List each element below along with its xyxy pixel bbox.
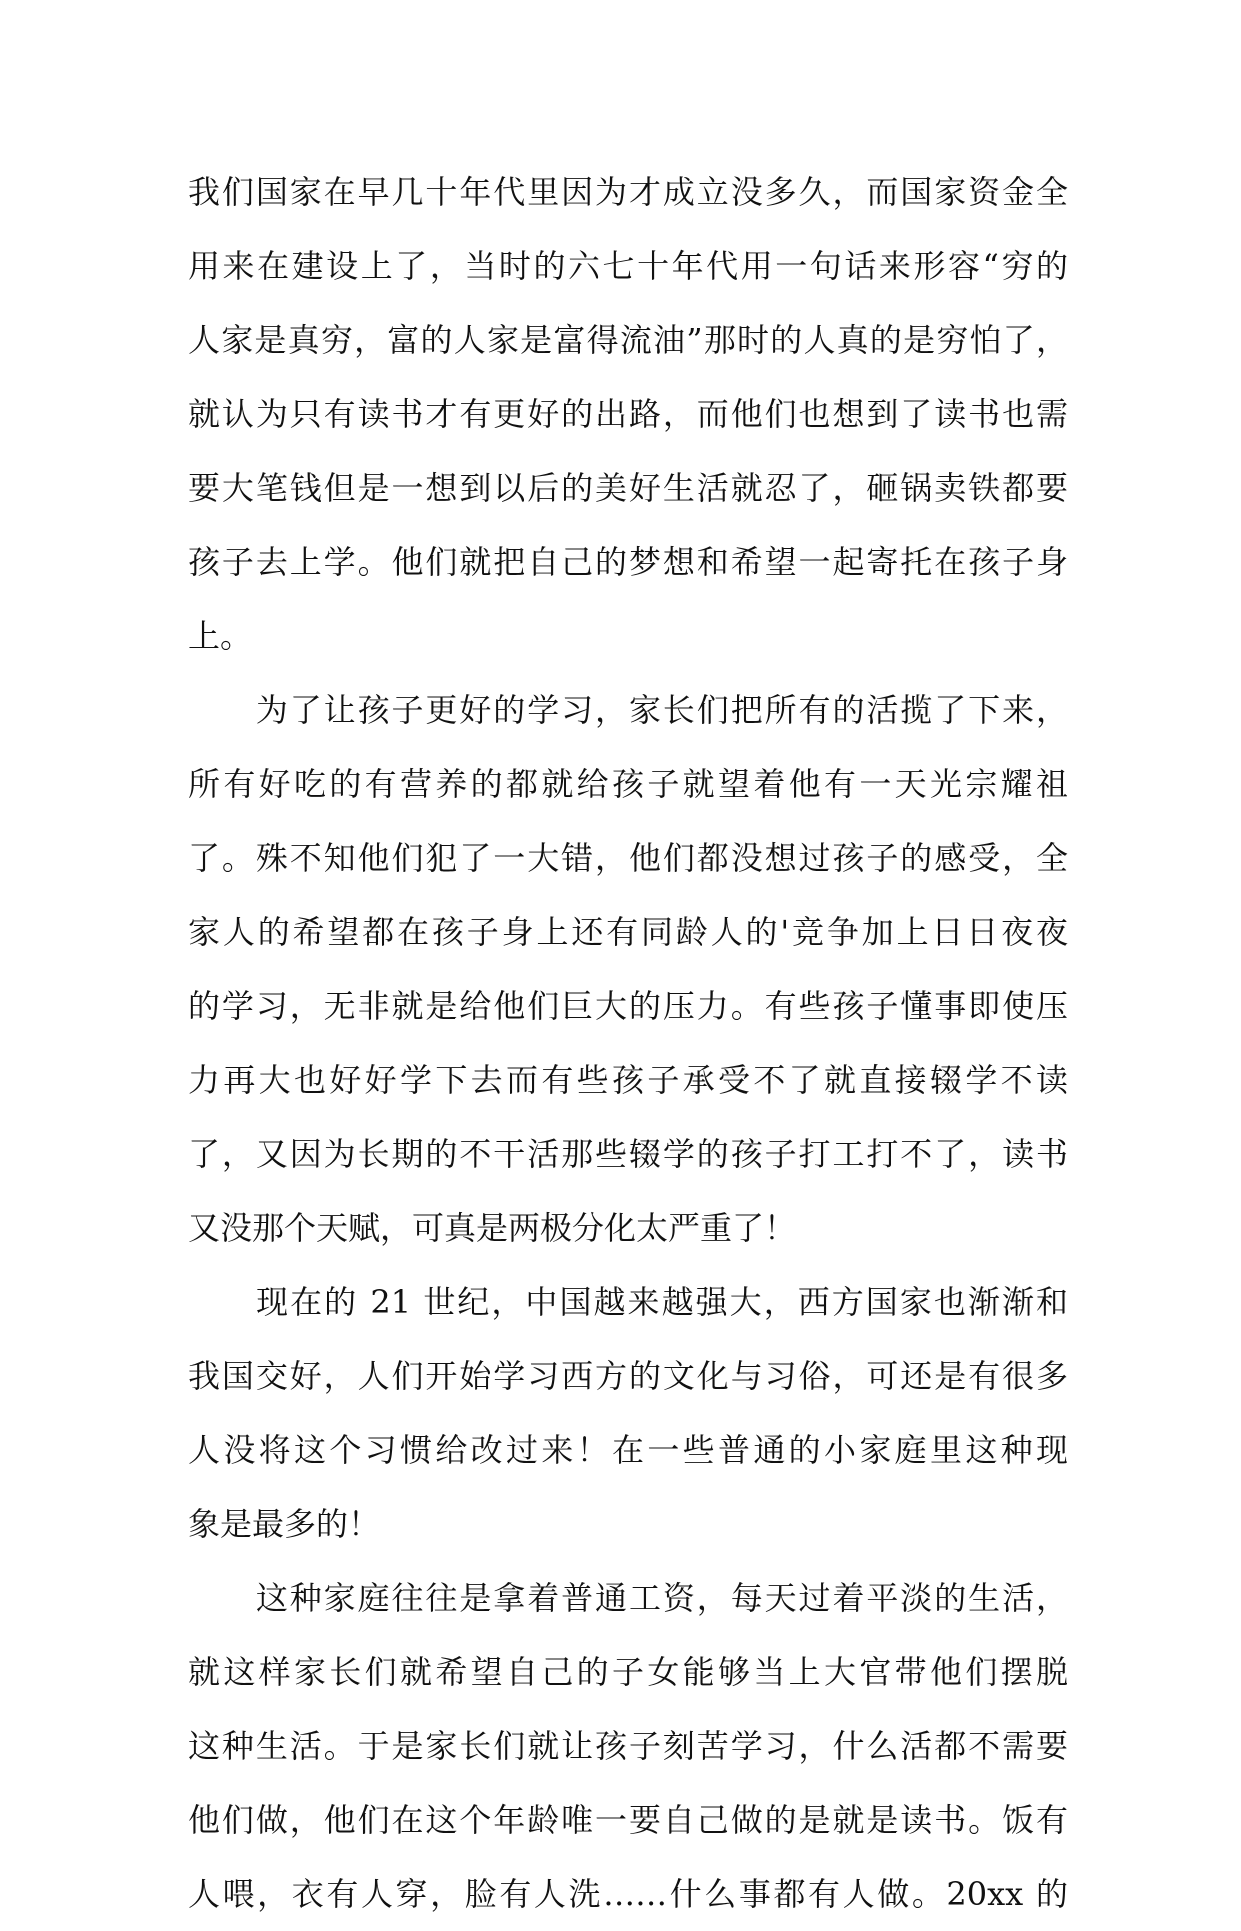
body-text: [188, 155, 1068, 1931]
text-line: 力再大也好好学下去而有些孩子承受不了就直接辍学不读: [188, 1061, 1068, 1099]
text-line: 孩子去上学。他们就把自己的梦想和希望一起寄托在孩子身: [188, 543, 1068, 581]
text-line: 了。殊不知他们犯了一大错，他们都没想过孩子的感受，全: [188, 839, 1068, 877]
text-line: 为了让孩子更好的学习，家长们把所有的活揽了下来，: [188, 691, 1068, 729]
text-line: 的学习，无非就是给他们巨大的压力。有些孩子懂事即使压: [188, 987, 1068, 1025]
text-line: 人喂，衣有人穿，脸有人洗……什么事都有人做。20xx 的: [188, 1875, 1068, 1913]
text-line: 他们做，他们在这个年龄唯一要自己做的是就是读书。饭有: [188, 1801, 1068, 1839]
text-line: 这种生活。于是家长们就让孩子刻苦学习，什么活都不需要: [188, 1727, 1068, 1765]
text-line: 家人的希望都在孩子身上还有同龄人的'竞争加上日日夜夜: [188, 913, 1068, 951]
text-line: 了，又因为长期的不干活那些辍学的孩子打工打不了，读书: [188, 1135, 1068, 1173]
text-line: 上。: [188, 617, 253, 655]
text-line: 我们国家在早几十年代里因为才成立没多久，而国家资金全: [188, 173, 1068, 211]
text-line: 象是最多的！: [188, 1505, 381, 1543]
text-line: 我国交好，人们开始学习西方的文化与习俗，可还是有很多: [188, 1357, 1068, 1395]
text-line: 又没那个天赋，可真是两极分化太严重了！: [188, 1209, 797, 1247]
text-line: 人没将这个习惯给改过来！在一些普通的小家庭里这种现: [188, 1431, 1068, 1469]
text-line: 人家是真穷，富的人家是富得流油”那时的人真的是穷怕了，: [188, 321, 1068, 359]
text-line: 要大笔钱但是一想到以后的美好生活就忍了，砸锅卖铁都要: [188, 469, 1068, 507]
text-line: 现在的 21 世纪，中国越来越强大，西方国家也渐渐和: [188, 1283, 1068, 1321]
text-line: 用来在建设上了，当时的六七十年代用一句话来形容“穷的: [188, 247, 1068, 285]
text-line: 就这样家长们就希望自己的子女能够当上大官带他们摆脱: [188, 1653, 1068, 1691]
text-line: 所有好吃的有营养的都就给孩子就望着他有一天光宗耀祖: [188, 765, 1068, 803]
text-line: 就认为只有读书才有更好的出路，而他们也想到了读书也需: [188, 395, 1068, 433]
text-line: 这种家庭往往是拿着普通工资，每天过着平淡的生活，: [188, 1579, 1068, 1617]
